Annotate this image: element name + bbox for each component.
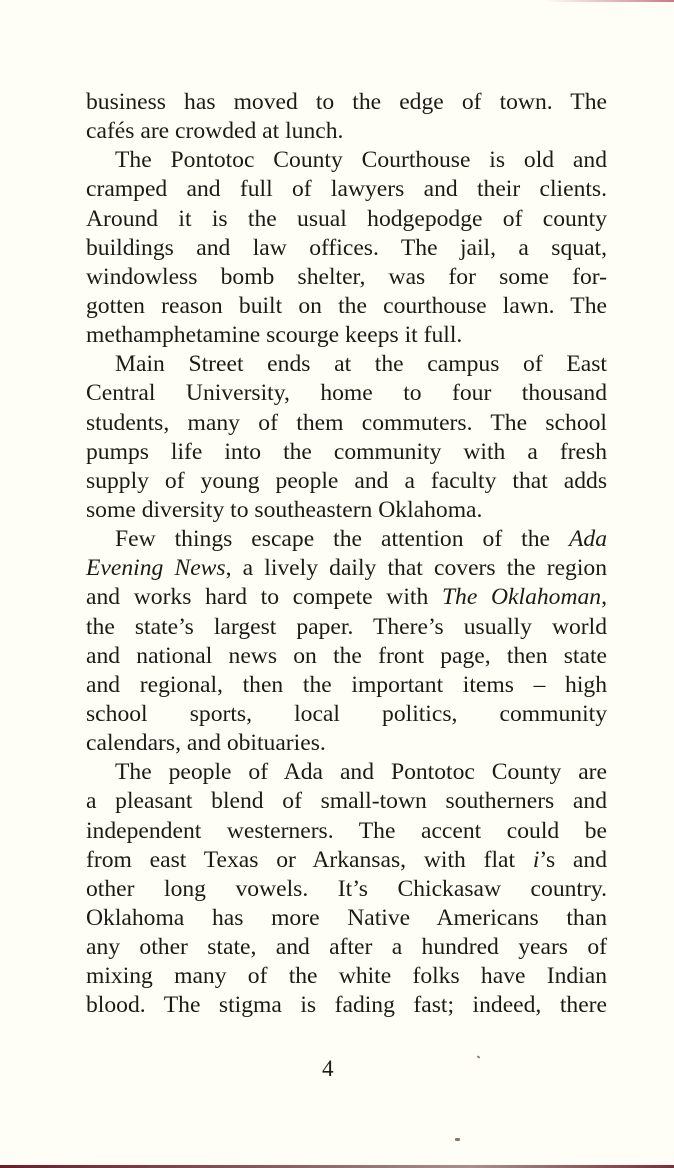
text-line: supply of young people and a faculty that adds [86,467,607,494]
scan-speck [455,1138,460,1141]
text-line: blood. The stigma is fading fast; indeed, there [86,992,607,1019]
text-line: students, many of them commuters. The school [86,409,607,436]
paragraph-first-line: Main Street ends at the campus of East [115,351,607,378]
text-line: Around it is the usual hodgepodge of county [86,205,607,232]
text-line: methamphetamine scourge keeps it full. [86,322,463,349]
text-line: Oklahoma has more Native Americans than [86,904,607,931]
page-number: 4 [322,1056,334,1081]
text-line: cafés are crowded at lunch. [86,118,344,145]
text-line: the state’s largest paper. There’s usually world [86,613,607,640]
text-line: buildings and law offices. The jail, a squat, [86,234,607,261]
text-line: windowless bomb shelter, was for some for- [86,263,607,290]
newspaper-title: Ada [568,526,607,553]
text-line: independent westerners. The accent could be [86,817,607,844]
newspaper-title: Evening News [86,555,226,582]
italic-letter: i [532,846,540,873]
text-line: gotten reason built on the courthouse lawn. The [86,292,607,319]
scan-speck [477,1055,481,1058]
text-line: Central University, home to four thousand [86,380,607,407]
body-text [86,88,607,1021]
text-line: business has moved to the edge of town. The [86,89,607,115]
text-line: and regional, then the important items – high [86,671,607,698]
text-line: cramped and full of lawyers and their clients. [86,176,607,203]
paragraph-first-line: The Pontotoc County Courthouse is old and [115,147,607,174]
text-line: and national news on the front page, then state [86,642,607,669]
text-line: from east Texas or Arkansas, with flat i’s and [86,846,607,873]
text-line: any other state, and after a hundred years of [86,934,607,961]
text-line: a pleasant blend of small-town southerners and [86,788,607,815]
text-line: some diversity to southeastern Oklahoma. [86,496,483,523]
text-line: school sports, local politics, community [86,700,607,727]
text-line: Evening News, a lively daily that covers the region [86,555,608,582]
paragraph-first-line: The people of Ada and Pontotoc County are [115,759,607,786]
text-line: other long vowels. It’s Chickasaw country. [86,875,607,902]
paragraph-first-line: Few things escape the attention of the Ada [115,526,607,553]
newspaper-title: The Oklahoman [441,584,602,611]
text-line: and works hard to compete with The Oklahoman, [86,584,607,611]
text-line: pumps life into the community with a fresh [86,438,607,465]
text-line: calendars, and obituaries. [86,730,326,757]
page-top-edge [544,0,674,2]
text-line: mixing many of the white folks have Indian [86,963,607,990]
